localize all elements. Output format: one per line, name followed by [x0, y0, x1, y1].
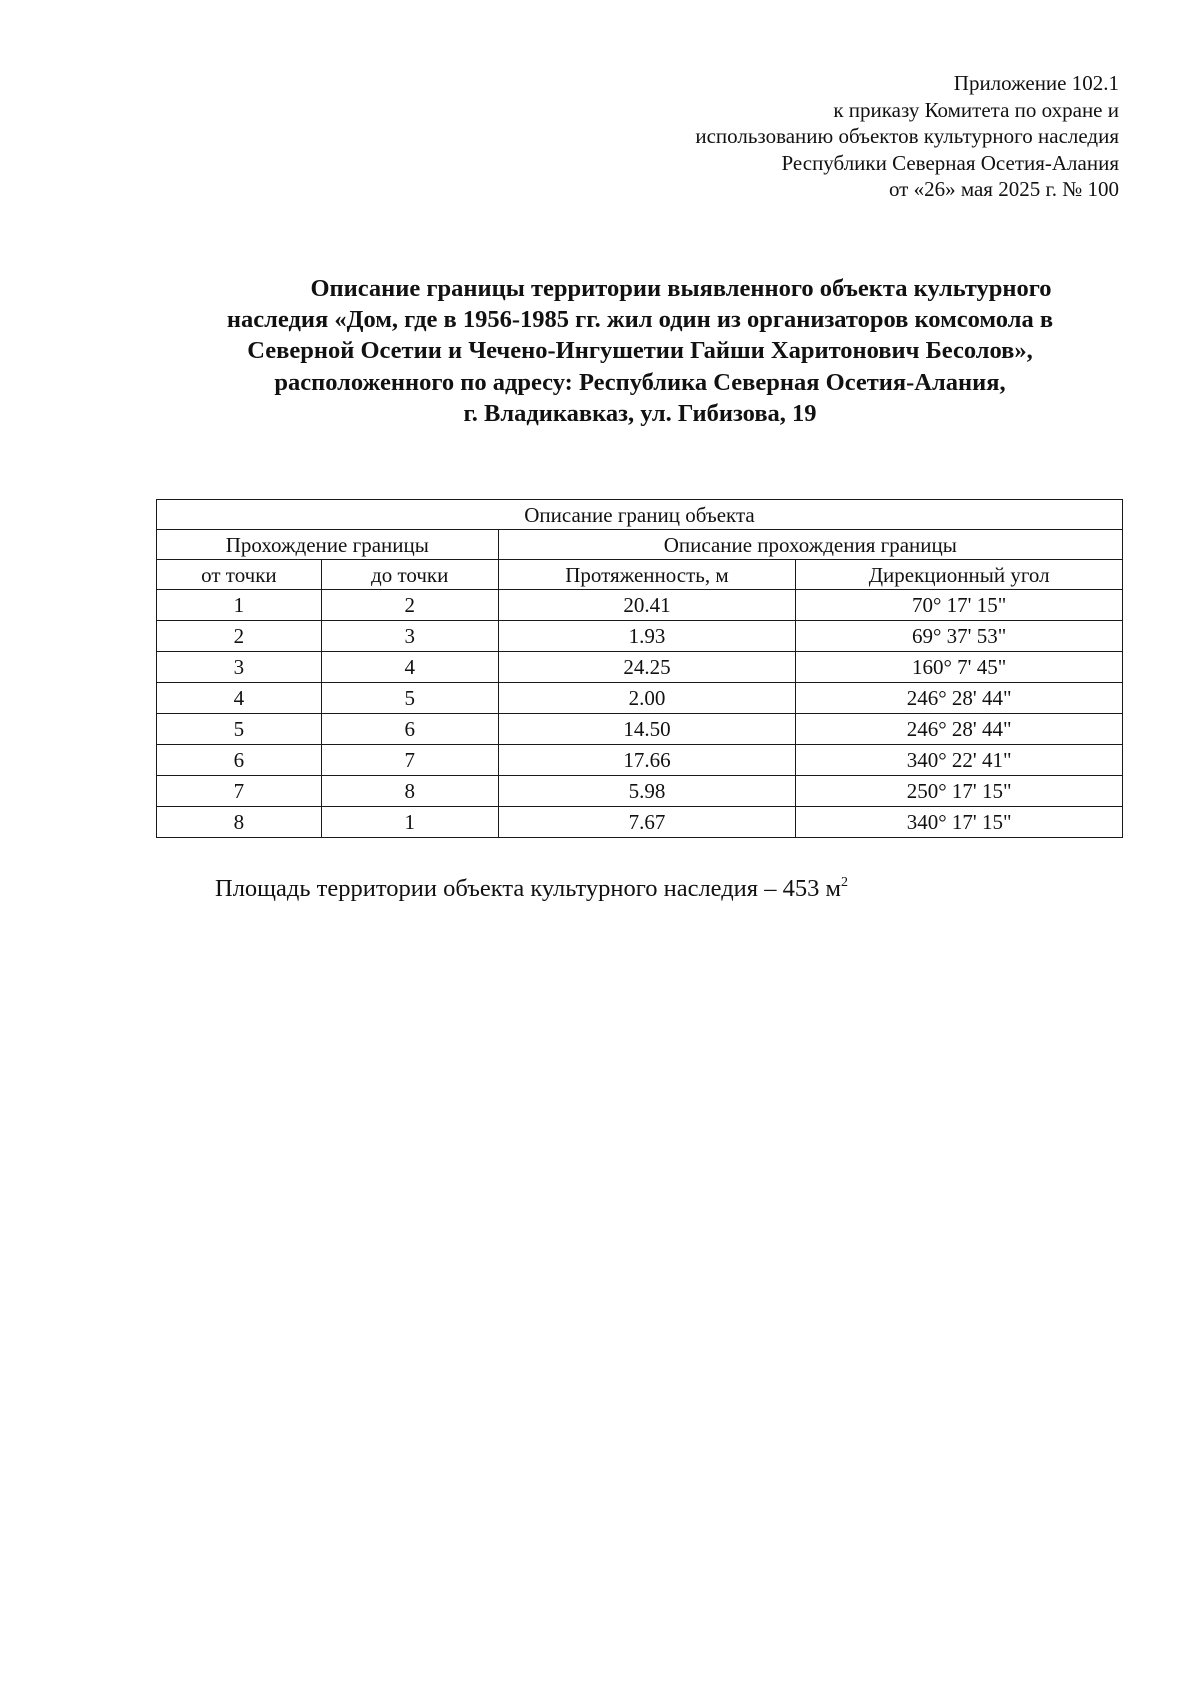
column-header: до точки	[321, 560, 498, 590]
cell-from-point: 6	[157, 745, 322, 776]
title-line: наследия «Дом, где в 1956-1985 гг. жил один из организаторов комсомола в	[226, 306, 1054, 334]
cell-to-point: 1	[321, 807, 498, 838]
cell-length: 1.93	[498, 621, 796, 652]
table-caption: Описание границ объекта	[157, 500, 1123, 530]
cell-length: 14.50	[498, 714, 796, 745]
area-unit-superscript: 2	[840, 875, 848, 890]
table-row	[157, 621, 1123, 652]
cell-length: 24.25	[498, 652, 796, 683]
cell-length: 20.41	[498, 590, 796, 621]
appendix-line: к приказу Комитета по охране и	[833, 97, 1119, 122]
table-row	[157, 807, 1123, 838]
title-line: Северной Осетии и Чечено-Ингушетии Гайши Харитонович Бесолов»,	[247, 337, 1033, 365]
cell-from-point: 8	[157, 807, 322, 838]
column-header: Протяженность, м	[498, 560, 796, 590]
cell-angle: 250° 17' 15"	[796, 776, 1123, 807]
column-header: от точки	[157, 560, 322, 590]
table-row	[157, 652, 1123, 683]
cell-length: 7.67	[498, 807, 796, 838]
area-text: Площадь территории объекта культурного наследия – 453 м	[215, 875, 841, 902]
cell-angle: 340° 22' 41"	[796, 745, 1123, 776]
cell-to-point: 8	[321, 776, 498, 807]
cell-from-point: 4	[157, 683, 322, 714]
appendix-block	[695, 70, 1119, 203]
cell-length: 5.98	[498, 776, 796, 807]
cell-angle: 246° 28' 44"	[796, 714, 1123, 745]
cell-from-point: 5	[157, 714, 322, 745]
appendix-line: Республики Северная Осетия-Алания	[781, 150, 1119, 175]
document-title	[150, 273, 1130, 429]
boundary-table	[156, 499, 1123, 838]
cell-angle: 246° 28' 44"	[796, 683, 1123, 714]
column-header: Дирекционный угол	[796, 560, 1123, 590]
cell-to-point: 2	[321, 590, 498, 621]
cell-length: 17.66	[498, 745, 796, 776]
cell-angle: 69° 37' 53"	[796, 621, 1123, 652]
appendix-line: использованию объектов культурного наследия	[695, 124, 1119, 148]
cell-from-point: 3	[157, 652, 322, 683]
appendix-line: от «26» мая 2025 г. № 100	[888, 177, 1119, 201]
table-row	[157, 745, 1123, 776]
title-line: расположенного по адресу: Республика Северная Осетия-Алания,	[274, 368, 1006, 396]
title-line: г. Владикавказ, ул. Гибизова, 19	[463, 399, 817, 427]
group-header: Описание прохождения границы	[498, 530, 1122, 560]
cell-to-point: 7	[321, 745, 498, 776]
table-row	[157, 683, 1123, 714]
cell-from-point: 7	[157, 776, 322, 807]
table-row	[157, 714, 1123, 745]
cell-angle: 340° 17' 15"	[796, 807, 1123, 838]
cell-from-point: 1	[157, 590, 322, 621]
cell-angle: 160° 7' 45"	[796, 652, 1123, 683]
cell-to-point: 4	[321, 652, 498, 683]
area-statement	[215, 875, 848, 903]
cell-length: 2.00	[498, 683, 796, 714]
cell-from-point: 2	[157, 621, 322, 652]
appendix-line: Приложение 102.1	[953, 71, 1119, 95]
group-header: Прохождение границы	[157, 530, 499, 560]
cell-to-point: 3	[321, 621, 498, 652]
table-row	[157, 590, 1123, 621]
table-row	[157, 776, 1123, 807]
cell-to-point: 6	[321, 714, 498, 745]
cell-to-point: 5	[321, 683, 498, 714]
title-line: Описание границы территории выявленного объекта культурного	[310, 275, 1052, 302]
cell-angle: 70° 17' 15"	[796, 590, 1123, 621]
